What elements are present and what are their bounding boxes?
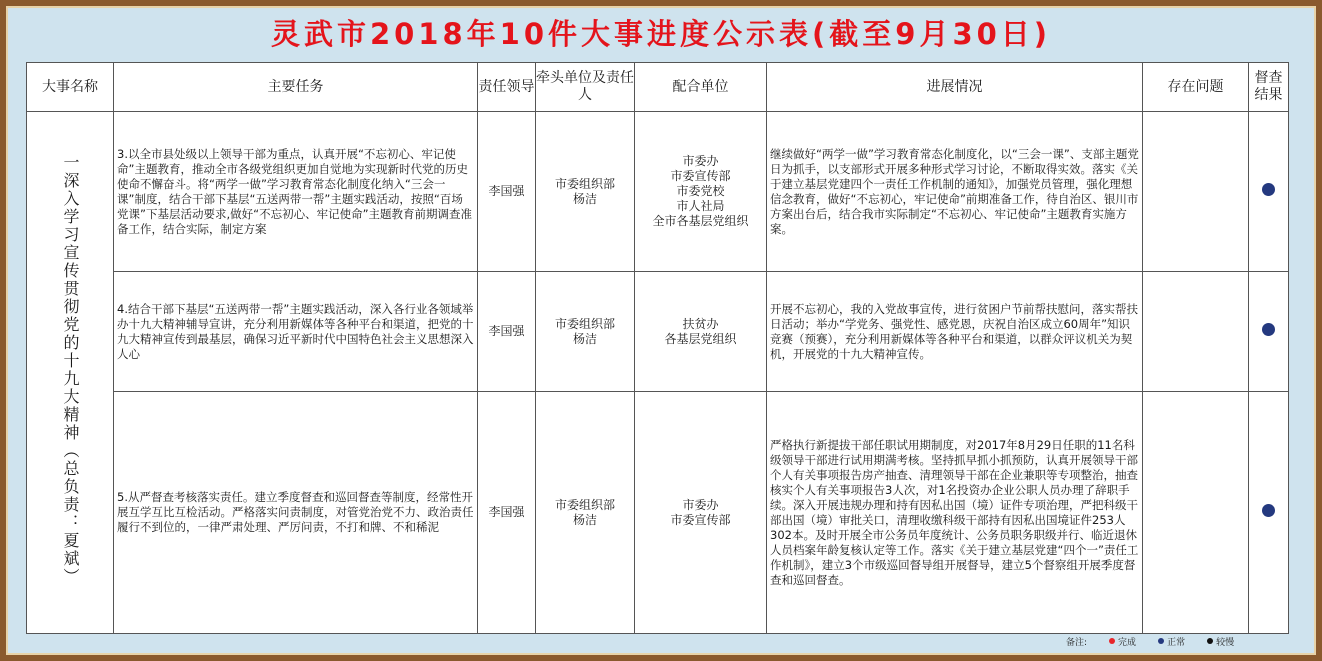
progress-cell: 严格执行新提拔干部任职试用期制度，对2017年8月29日任职的11名科级领导干部进行试用期满考核。坚持抓早抓小抓预防，认真开展领导干部个人有关事项报告房产抽查、清理领导干部在企业兼职等专项整治，抽查核实个人有关事项报告3人次，对1名投资办企业公职人员办理了辞职手续。深入开展违规办理和持有因私出国（境）证件专项治理，严把科级干部出国（境）审批关口，清理收缴科级干部持有因私出国境证件253人302本。及时开展全市公务员年度统计、公务员职务职级并行、临近退休人员档案年龄复核认定等工作。落实《关于建立基层党建“四个一”责任工作机制》，建立3个市级巡回督导组开展督导，建立5个督察组开展季度督查和巡回督查。 xyxy=(767,392,1143,634)
lead-unit-cell: 市委组织部 杨洁 xyxy=(536,272,635,392)
lead-unit-cell: 市委组织部 杨洁 xyxy=(536,112,635,272)
legend xyxy=(1066,634,1234,648)
black-dot-icon xyxy=(1207,638,1213,644)
header-task: 主要任务 xyxy=(114,63,478,112)
blue-dot-icon xyxy=(1158,638,1164,644)
partners-cell: 市委办 市委宣传部 xyxy=(635,392,767,634)
category-text: 一深入学习宣传贯彻党的十九大精神（总负责：夏斌） xyxy=(61,154,80,586)
issues-cell xyxy=(1143,112,1249,272)
table-row xyxy=(27,112,1289,272)
leader-cell: 李国强 xyxy=(478,112,536,272)
task-cell: 5.从严督查考核落实责任。建立季度督查和巡回督查等制度，经常性开展互学互比互检活动。严格落实问责制度，对管党治党不力、政治责任履行不到位的，一律严肃处理、严厉问责，不打和牌、不和稀泥 xyxy=(114,392,478,634)
progress-table xyxy=(26,62,1289,634)
issues-cell xyxy=(1143,392,1249,634)
result-cell xyxy=(1249,272,1289,392)
legend-label: 较慢 xyxy=(1216,637,1235,648)
header-lead-unit: 牵头单位及责任人 xyxy=(536,63,635,112)
legend-prefix: 备注: xyxy=(1066,637,1088,648)
category-cell xyxy=(27,112,114,634)
page-title: 灵武市2018年10件大事进度公示表(截至9月30日) xyxy=(270,17,1052,51)
header-progress: 进展情况 xyxy=(767,63,1143,112)
status-dot xyxy=(1262,323,1275,336)
status-dot xyxy=(1262,183,1275,196)
legend-item-complete xyxy=(1109,635,1136,648)
header-partners: 配合单位 xyxy=(635,63,767,112)
task-cell: 4.结合干部下基层“五送两带一帮”主题实践活动，深入各行业各领域举办十九大精神辅导宣讲，充分利用新媒体等各种平台和渠道，把党的十九大精神宣传到最基层，确保习近平新时代中国特色社会主义思想深入人心 xyxy=(114,272,478,392)
legend-label: 完成 xyxy=(1118,637,1137,648)
legend-item-slow xyxy=(1207,635,1234,648)
red-dot-icon xyxy=(1109,638,1115,644)
table-row xyxy=(27,392,1289,634)
legend-label: 正常 xyxy=(1167,637,1186,648)
result-cell xyxy=(1249,392,1289,634)
status-dot xyxy=(1262,504,1275,517)
legend-item-normal xyxy=(1158,635,1185,648)
lead-unit-cell: 市委组织部 杨洁 xyxy=(536,392,635,634)
issues-cell xyxy=(1143,272,1249,392)
header-issues: 存在问题 xyxy=(1143,63,1249,112)
progress-cell: 开展不忘初心，我的入党故事宣传，进行贫困户节前帮扶慰问，落实帮扶日活动；举办“学党务、强党性、感党恩，庆祝自治区成立60周年”知识竞赛（预赛），充分利用新媒体等各种平台和渠道，以群众评议机关为契机，开展党的十九大精神宣传。 xyxy=(767,272,1143,392)
progress-cell: 继续做好“两学一做”学习教育常态化制度化，以“三会一课”、支部主题党日为抓手，以支部形式开展多种形式学习讨论，不断取得实效。落实《关于建立基层党建四个一责任工作机制的通知》，加强党员管理，强化理想信念教育，做好“不忘初心，牢记使命”前期准备工作，待自治区、银川市方案出台后，结合我市实际制定“不忘初心、牢记使命”主题教育实施方案。 xyxy=(767,112,1143,272)
header-leader: 责任领导 xyxy=(478,63,536,112)
task-cell: 3.以全市县处级以上领导干部为重点，认真开展“不忘初心、牢记使命”主题教育，推动全市各级党组织更加自觉地为实现新时代党的历史使命不懈奋斗。将“两学一做”学习教育常态化制度化纳入“三会一课”制度，结合干部下基层“五送两带一帮”主题实践活动，按照“百场党课”下基层活动要求,做好“不忘初心、牢记使命”主题教育前期调查准备工作，结合实际，制定方案 xyxy=(114,112,478,272)
header-row xyxy=(27,63,1289,112)
header-category: 大事名称 xyxy=(27,63,114,112)
partners-cell: 市委办 市委宣传部 市委党校 市人社局 全市各基层党组织 xyxy=(635,112,767,272)
leader-cell: 李国强 xyxy=(478,272,536,392)
leader-cell: 李国强 xyxy=(478,392,536,634)
header-result: 督查结果 xyxy=(1249,63,1289,112)
partners-cell: 扶贫办 各基层党组织 xyxy=(635,272,767,392)
table-row xyxy=(27,272,1289,392)
result-cell xyxy=(1249,112,1289,272)
